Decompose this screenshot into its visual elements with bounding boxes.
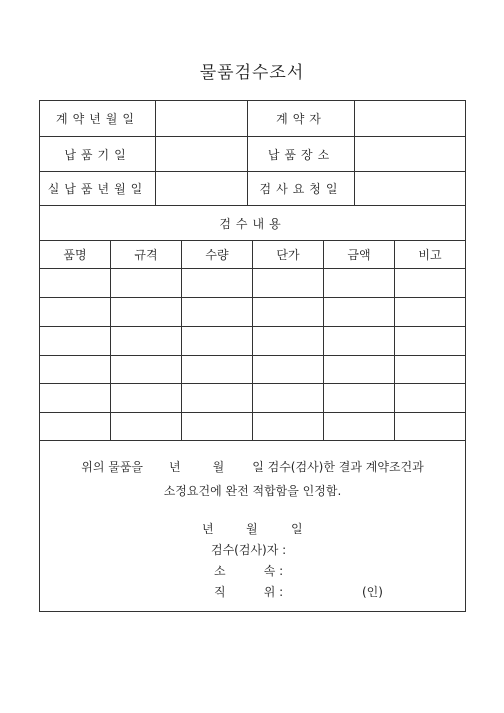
table-cell[interactable] — [324, 269, 395, 297]
label-inspection-request-date: 검사요청일 — [248, 172, 355, 205]
value-contract-date[interactable] — [156, 101, 248, 136]
section-header: 검수내용 — [219, 216, 286, 231]
inspector-label: 검수(검사)자 : — [211, 543, 287, 557]
value-delivery-place[interactable] — [355, 137, 465, 171]
table-cell[interactable] — [182, 298, 253, 326]
table-cell[interactable] — [395, 356, 465, 383]
sign-date-month: 월 — [246, 522, 258, 536]
table-row — [40, 413, 465, 441]
position-label: 직 위 : — [214, 585, 284, 599]
table-cell[interactable] — [111, 327, 182, 355]
table-cell[interactable] — [395, 269, 465, 297]
affiliation-label: 소 속 : — [214, 564, 284, 578]
table-row — [40, 298, 465, 327]
table-cell[interactable] — [40, 384, 111, 412]
value-actual-delivery-date[interactable] — [156, 172, 248, 205]
document-title: 물품검수조서 — [199, 63, 305, 83]
label-contract-date: 계약년월일 — [40, 101, 156, 136]
table-cell[interactable] — [253, 413, 324, 440]
table-cell[interactable] — [253, 269, 324, 297]
table-cell[interactable] — [253, 298, 324, 326]
info-row — [40, 101, 465, 137]
info-row — [40, 137, 465, 172]
table-row — [40, 384, 465, 413]
inspection-form — [39, 100, 466, 612]
table-row — [40, 269, 465, 298]
info-row — [40, 172, 465, 206]
statement-prefix: 위의 물품을 — [81, 460, 144, 474]
table-cell[interactable] — [182, 413, 253, 440]
table-cell[interactable] — [253, 384, 324, 412]
table-cell[interactable] — [324, 298, 395, 326]
table-cell[interactable] — [395, 327, 465, 355]
table-cell[interactable] — [111, 298, 182, 326]
table-cell[interactable] — [395, 384, 465, 412]
column-header-amount: 금액 — [324, 241, 395, 268]
table-cell[interactable] — [182, 356, 253, 383]
table-cell[interactable] — [111, 413, 182, 440]
label-delivery-deadline: 납품기일 — [40, 137, 156, 171]
label-delivery-place: 납품장소 — [248, 137, 355, 171]
table-cell[interactable] — [395, 413, 465, 440]
value-contractor[interactable] — [355, 101, 465, 136]
table-cell[interactable] — [40, 269, 111, 297]
table-cell[interactable] — [324, 356, 395, 383]
column-header-item-name: 품명 — [40, 241, 111, 268]
table-cell[interactable] — [40, 356, 111, 383]
table-cell[interactable] — [324, 413, 395, 440]
table-cell[interactable] — [111, 384, 182, 412]
table-cell[interactable] — [182, 327, 253, 355]
value-delivery-deadline[interactable] — [156, 137, 248, 171]
label-actual-delivery-date: 실납품년월일 — [40, 172, 156, 205]
table-cell[interactable] — [395, 298, 465, 326]
column-header-quantity: 수량 — [182, 241, 253, 268]
table-cell[interactable] — [111, 269, 182, 297]
statement-line-2: 소정요건에 완전 적합함을 인정함. — [163, 484, 342, 498]
column-header-row — [40, 241, 465, 269]
value-inspection-request-date[interactable] — [355, 172, 465, 205]
seal-mark: (인) — [362, 585, 383, 599]
table-cell[interactable] — [40, 327, 111, 355]
table-row — [40, 327, 465, 356]
table-cell[interactable] — [40, 413, 111, 440]
sign-date-year: 년 — [202, 522, 214, 536]
column-header-spec: 규격 — [111, 241, 182, 268]
column-header-unit-price: 단가 — [253, 241, 324, 268]
table-cell[interactable] — [253, 356, 324, 383]
table-cell[interactable] — [324, 327, 395, 355]
table-cell[interactable] — [182, 384, 253, 412]
label-contractor: 계약자 — [248, 101, 355, 136]
table-cell[interactable] — [253, 327, 324, 355]
table-row — [40, 356, 465, 384]
sign-date-day: 일 — [291, 522, 303, 536]
statement-line-1 — [40, 458, 465, 475]
table-cell[interactable] — [182, 269, 253, 297]
column-header-remarks: 비고 — [418, 248, 442, 262]
table-cell[interactable] — [324, 384, 395, 412]
table-cell[interactable] — [111, 356, 182, 383]
section-header-row — [40, 206, 465, 241]
statement-year: 년 — [169, 460, 181, 474]
statement-month: 월 — [212, 460, 225, 474]
statement-suffix: 일 검수(검사)한 결과 계약조건과 — [252, 460, 424, 474]
table-cell[interactable] — [40, 298, 111, 326]
